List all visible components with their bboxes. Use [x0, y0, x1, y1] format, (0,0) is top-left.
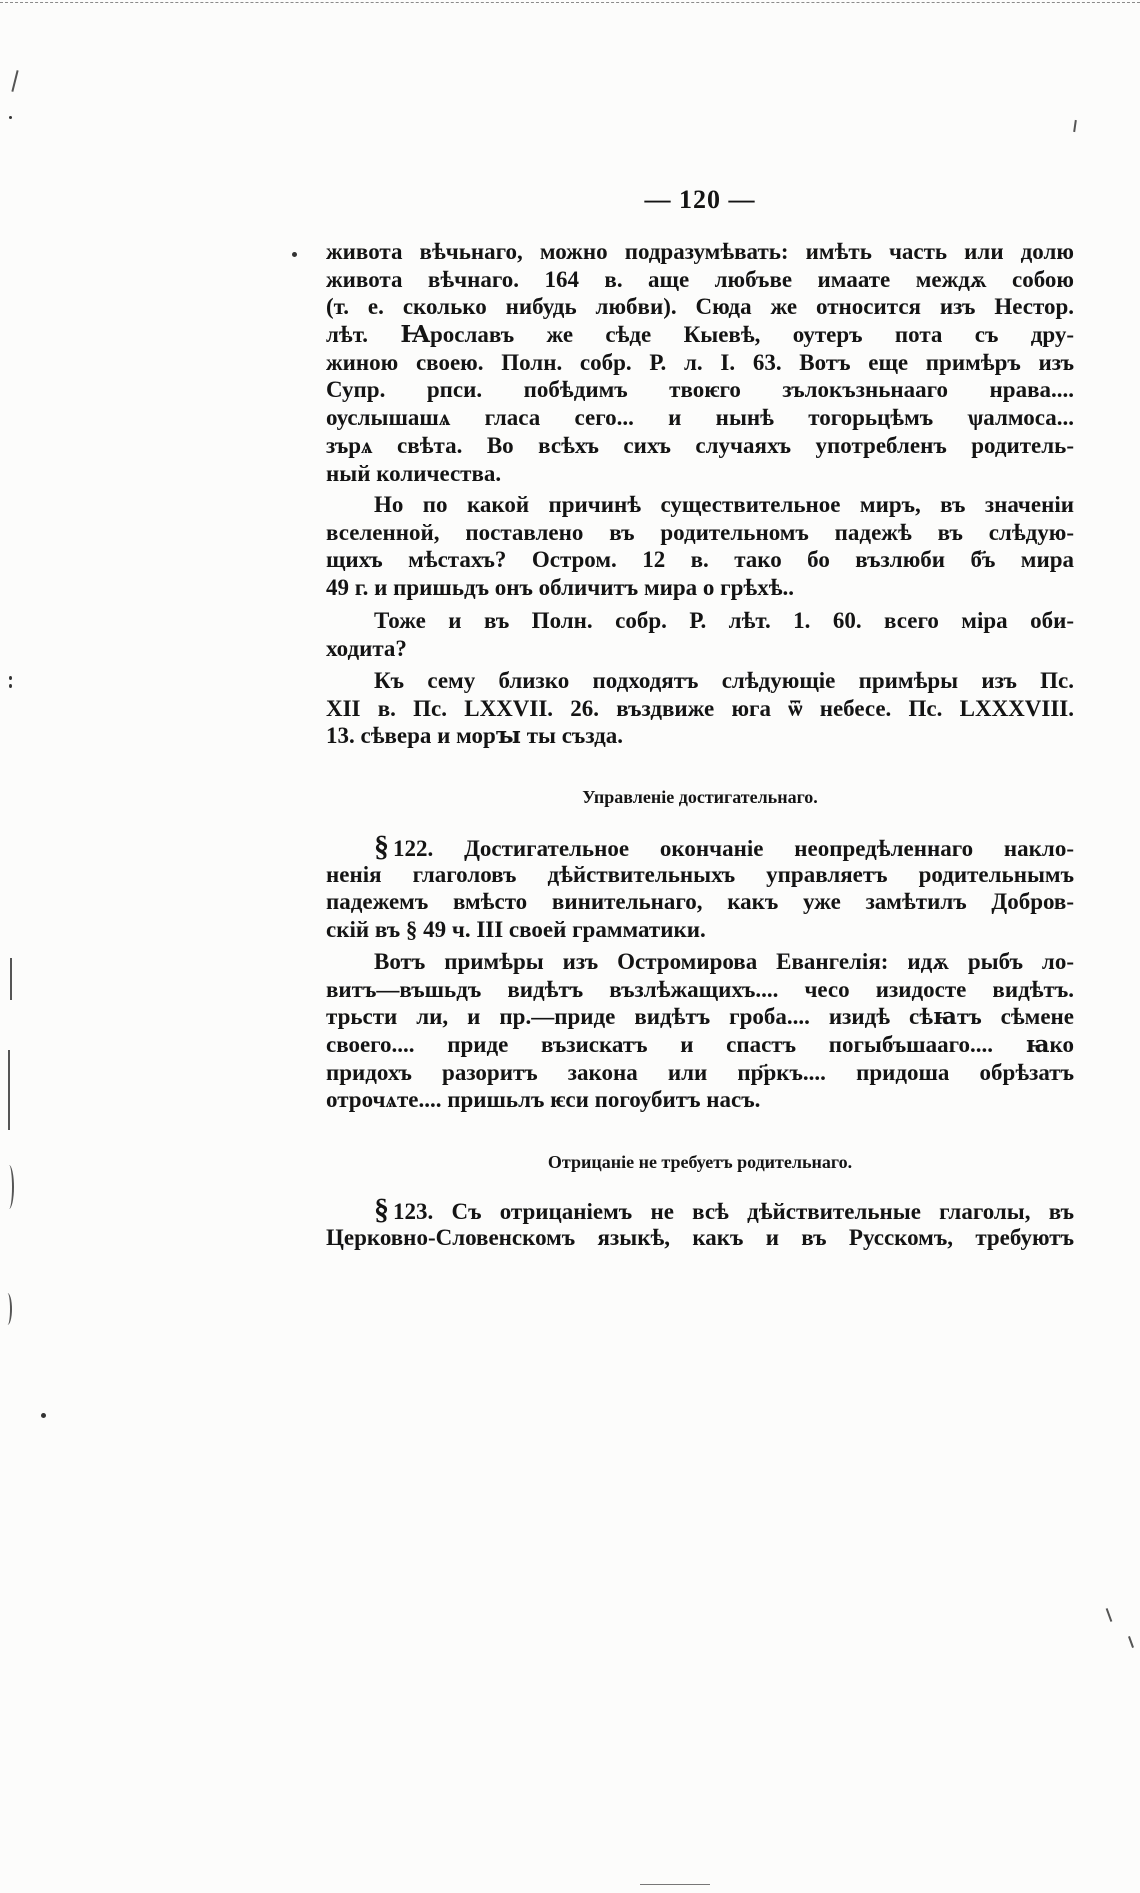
text-line: щихъ мѣстахъ? Остром. 12 в. тако бо възлюби б҃ъ мира	[326, 547, 1074, 573]
scan-mark	[11, 70, 18, 92]
text-line: Къ сему близко подходятъ слѣдующіе примѣры изъ Пс.	[374, 668, 1074, 693]
text-line: трьсти ли, и пр.—приде видѣтъ гроба.... изидѣ сѣꙗтъ сѣмене	[326, 1004, 1074, 1030]
paragraph	[326, 607, 1074, 662]
text-line: Супр. рпси. побѣдимъ твоѥго зълокъзньнааго нрава....	[326, 377, 1074, 403]
scan-mark	[41, 1413, 46, 1418]
scan-mark	[8, 1050, 10, 1130]
paragraph	[326, 667, 1074, 750]
text-line: ненія глаголовъ дѣйствительныхъ управляетъ родительнымъ	[326, 861, 1074, 887]
text-line: своего.... приде възискатъ и спастъ погыбъшааго.... ꙗко	[326, 1032, 1074, 1058]
scan-mark	[9, 684, 12, 688]
paragraph	[326, 238, 1074, 487]
scan-mark	[1073, 120, 1077, 132]
text-line: вселенной, поставлено въ родительномъ падежѣ въ слѣдую-	[326, 519, 1074, 545]
text-line: Но по какой причинѣ существительное миръ, въ значеніи	[374, 492, 1074, 517]
text-line: оуслышашѧ гласа сего... и нынѣ тогорьцѣмъ ѱалмоса...	[326, 405, 1074, 431]
text-line: падежемъ вмѣсто винительнаго, какъ уже замѣтилъ Добров-	[326, 889, 1074, 915]
paragraph	[326, 1193, 1074, 1251]
scan-mark	[3, 1293, 12, 1325]
section-heading: Отрицаніе не требуетъ родительнаго.	[547, 1152, 853, 1172]
text-line: живота вѣчьнаго, можно подразумѣвать: имѣть часть или долю	[326, 239, 1074, 264]
section-mark: §	[374, 830, 389, 863]
text-line: жиною своею. Полн. собр. Р. л. I. 63. Вотъ еще примѣръ изъ	[326, 349, 1074, 375]
text-line: ходита?	[326, 635, 407, 661]
text-line: скій въ § 49 ч. III своей грамматики.	[326, 917, 706, 943]
text-line: Церковно-Словенскомъ языкѣ, какъ и въ Русскомъ, требуютъ	[326, 1224, 1074, 1250]
scan-mark	[4, 1165, 14, 1209]
paragraph	[326, 491, 1074, 602]
paragraph	[326, 948, 1074, 1114]
section-heading: Управленіе достигательнаго.	[582, 787, 818, 807]
text-line	[326, 830, 1074, 863]
scan-mark	[1106, 1608, 1113, 1622]
text-line-content: 123. Съ отрицаніемъ не всѣ дѣйствительные глаголы, въ	[393, 1199, 1074, 1224]
text-line: Вотъ примѣры изъ Остромирова Евангелія: идѫ рыбъ ло-	[374, 949, 1074, 974]
text-line: придохъ разоритъ закона или пр҃ркъ.... придоша обрѣзатъ	[326, 1059, 1074, 1085]
text-line: отрочѧте.... пришьлъ ѥси погоубитъ насъ.	[326, 1087, 761, 1113]
scan-mark	[10, 958, 12, 1000]
text-line: (т. е. сколько нибудь любви). Сюда же относится изъ Нестор.	[326, 294, 1074, 320]
text-line: Тоже и въ Полн. собр. Р. лѣт. 1. 60. всего міра оби-	[374, 608, 1074, 633]
scan-mark	[640, 1884, 710, 1885]
text-line	[326, 1193, 1074, 1226]
text-line: живота вѣчнаго. 164 в. аще любъве имаате междѫ собою	[326, 266, 1074, 292]
text-line: 13. сѣвера и морꙑ ты създа.	[326, 723, 624, 749]
page-number: — 120 —	[644, 185, 756, 214]
paragraph	[326, 830, 1074, 944]
text-line: ный количества.	[326, 460, 502, 486]
text-line: зърѧ свѣта. Во всѣхъ сихъ случаяхъ употребленъ родитель-	[326, 432, 1074, 458]
scan-mark	[9, 116, 12, 119]
scan-mark	[9, 676, 12, 680]
scan-mark	[292, 252, 297, 257]
scan-edge-line	[0, 2, 1140, 3]
text-line: 49 г. и пришьдъ онъ обличитъ мира о грѣхѣ..	[326, 575, 794, 601]
text-line: XII в. Пс. LXXVII. 26. въздвиже юга ѿ небесе. Пс. LXXXVIII.	[326, 695, 1074, 721]
text-line-content: 122. Достигательное окончаніе неопредѣленнаго накло-	[393, 836, 1074, 861]
scan-mark	[1128, 1636, 1134, 1648]
text-line: лѣт. Ꙗрославъ же сѣде Кыевѣ, оутеръ пота съ дру-	[326, 322, 1074, 348]
section-mark: §	[374, 1193, 389, 1226]
text-line: витъ—въшьдъ видѣтъ възлѣжащихъ.... чесо изидосте видѣтъ.	[326, 976, 1074, 1002]
